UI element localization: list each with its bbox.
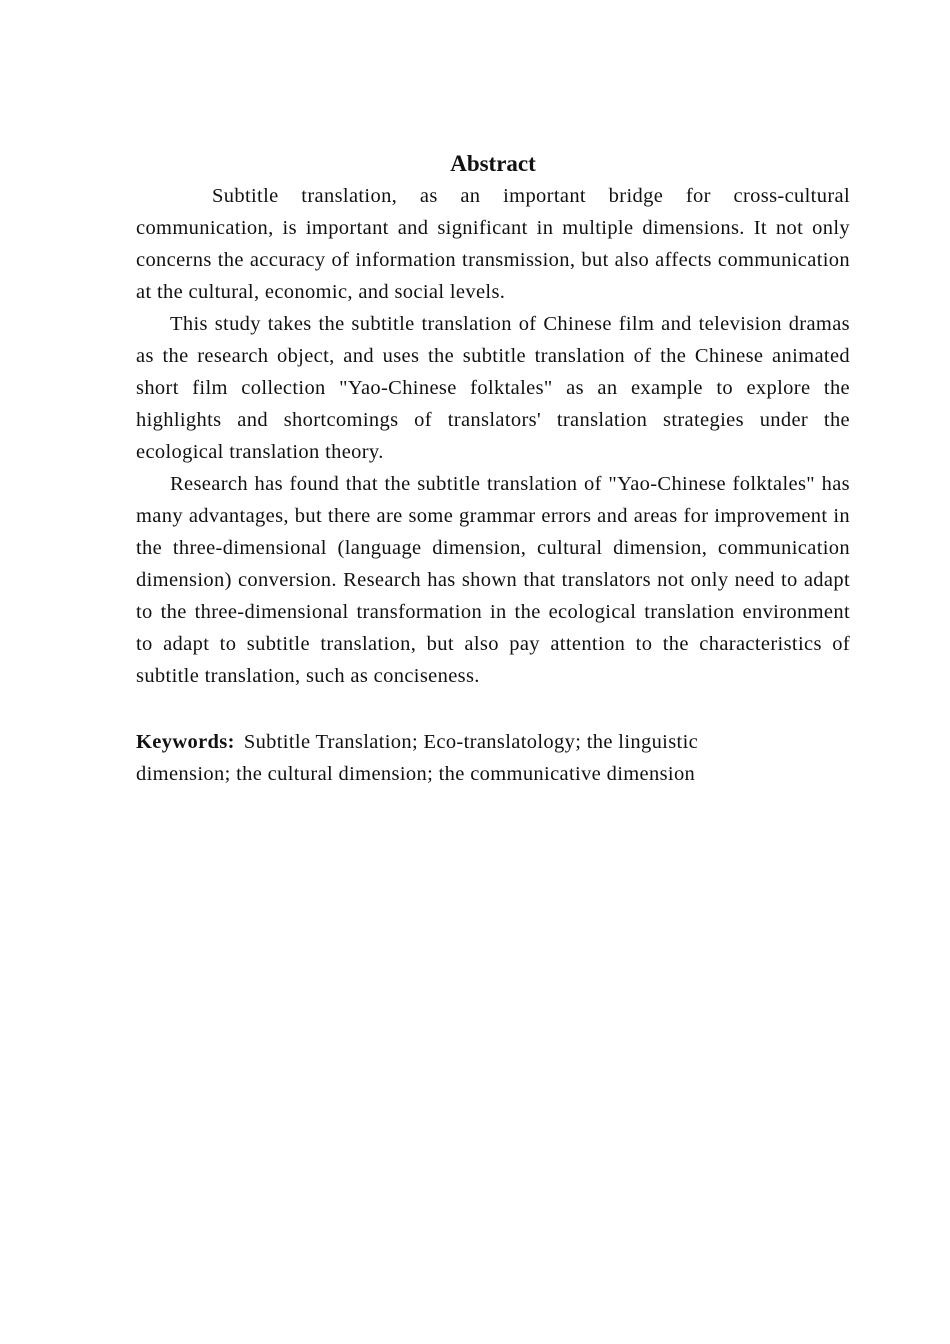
keywords-text: Subtitle Translation; Eco-translatology; the linguistic dimension; the cultural dimension; the communicative dimension — [136, 731, 699, 785]
abstract-page — [136, 148, 850, 790]
abstract-paragraph-2: This study takes the subtitle translation of Chinese film and television dramas as the research object, and uses the subtitle translation of the Chinese animated short film collection "Yao-Chinese folktales" as an example to explore the highlights and shortcomings of translators' translation strategies under the ecological translation theory. — [136, 313, 850, 463]
keywords-block — [136, 726, 796, 790]
abstract-title: Abstract — [450, 151, 536, 176]
abstract-paragraph-1: Subtitle translation, as an important bridge for cross-cultural communication, is important and significant in multiple dimensions. It not only concerns the accuracy of information transmission, but also affects communication at the cultural, economic, and social levels. — [136, 185, 850, 303]
keywords-label: Keywords: — [136, 731, 235, 753]
abstract-paragraph-3: Research has found that the subtitle translation of "Yao-Chinese folktales" has many advantages, but there are some grammar errors and areas for improvement in the three-dimensional (language dimension, cultural dimension, communication dimension) conversion. Research has shown that translators not only need to adapt to the three-dimensional transformation in the ecological translation environment to adapt to subtitle translation, but also pay attention to the characteristics of subtitle translation, such as conciseness. — [136, 473, 850, 687]
